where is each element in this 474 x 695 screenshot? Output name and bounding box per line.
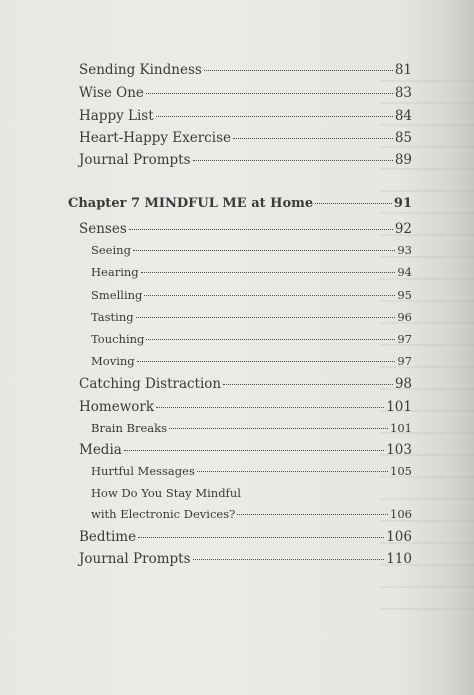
toc-subentry-hurtful-messages <box>91 464 412 478</box>
toc-entry-label: Moving <box>91 354 135 368</box>
leader-dots <box>146 339 395 340</box>
toc-entry-senses <box>79 221 412 237</box>
leader-dots <box>133 250 395 251</box>
chapter-title: Chapter 7 MINDFUL ME at Home <box>68 196 314 211</box>
leader-dots <box>315 203 392 204</box>
toc-page-number: 91 <box>393 196 412 211</box>
leader-dots <box>144 295 395 296</box>
toc-page-number: 103 <box>386 442 412 458</box>
toc-entry-label: Smelling <box>91 288 143 302</box>
toc-entry-label: Catching Distraction <box>79 376 222 392</box>
toc-page-number: 97 <box>397 354 412 368</box>
toc-entry-label-line1: How Do You Stay Mindful <box>91 486 241 500</box>
toc-subentry-hearing <box>91 265 412 279</box>
toc-entry-label: Hearing <box>91 265 139 279</box>
toc-entry-label-line2: with Electronic Devices? <box>91 507 236 521</box>
leader-dots <box>197 471 388 472</box>
leader-dots <box>169 428 388 429</box>
toc-entry-journal-prompts <box>79 152 412 168</box>
toc-page-number: 106 <box>390 507 412 521</box>
leader-dots <box>138 537 384 538</box>
leader-dots <box>124 450 384 451</box>
toc-page-number: 89 <box>394 152 412 168</box>
toc-entry-label: Journal Prompts <box>79 551 191 567</box>
leader-dots <box>129 229 393 230</box>
toc-entry-label: Touching <box>91 332 145 346</box>
toc-subentry-brain-breaks <box>91 421 412 435</box>
toc-entry-label: Sending Kindness <box>79 62 202 78</box>
toc-subentry-electronic-devices <box>91 486 412 521</box>
leader-dots <box>137 361 396 362</box>
toc-entry-media <box>79 442 412 458</box>
toc-entry-line2 <box>91 507 412 521</box>
leader-dots <box>136 317 396 318</box>
leader-dots <box>156 116 393 117</box>
toc-page-number: 94 <box>397 265 412 279</box>
toc-page-number: 81 <box>394 62 412 78</box>
leader-dots <box>141 272 396 273</box>
leader-dots <box>233 138 393 139</box>
chapter-heading <box>68 196 412 211</box>
toc-entry-catching-distraction <box>79 376 412 392</box>
toc-entry-sending-kindness <box>79 62 412 78</box>
toc-entry-label: Journal Prompts <box>79 152 191 168</box>
toc-entry-bedtime <box>79 529 412 545</box>
toc-page-number: 110 <box>386 551 412 567</box>
toc-page-number: 101 <box>386 399 412 415</box>
toc-entry-happy-list <box>79 108 412 124</box>
toc-entry-label: Brain Breaks <box>91 421 168 435</box>
toc-page-number: 95 <box>397 288 412 302</box>
toc-subentry-seeing <box>91 243 412 257</box>
toc-entry-label: Hurtful Messages <box>91 464 195 478</box>
toc-entry-journal-prompts-end <box>79 551 412 567</box>
toc-entry-heart-happy-exercise <box>79 130 412 146</box>
toc-entry-label: Senses <box>79 221 127 237</box>
toc-entry-label: Wise One <box>79 85 144 101</box>
toc-page-number: 97 <box>397 332 412 346</box>
toc-page-number: 101 <box>390 421 412 435</box>
toc-entry-label: Media <box>79 442 122 458</box>
leader-dots <box>156 407 384 408</box>
leader-dots <box>223 384 393 385</box>
toc-page-number: 106 <box>386 529 412 545</box>
toc-page-number: 96 <box>397 310 412 324</box>
toc-page-number: 93 <box>397 243 412 257</box>
toc-page-number: 98 <box>394 376 412 392</box>
toc-entry-label: Seeing <box>91 243 131 257</box>
leader-dots <box>237 514 388 515</box>
toc-entry-label: Homework <box>79 399 155 415</box>
toc-entry-homework <box>79 399 412 415</box>
leader-dots <box>146 93 393 94</box>
toc-entry-wise-one <box>79 85 412 101</box>
leader-dots <box>204 70 393 71</box>
toc-subentry-touching <box>91 332 412 346</box>
toc-entry-label: Bedtime <box>79 529 137 545</box>
toc-page-number: 84 <box>394 108 412 124</box>
toc-entry-label: Tasting <box>91 310 134 324</box>
toc-subentry-tasting <box>91 310 412 324</box>
toc-subentry-smelling <box>91 288 412 302</box>
toc-page-number: 92 <box>394 221 412 237</box>
toc-subentry-moving <box>91 354 412 368</box>
toc-page-number: 105 <box>390 464 412 478</box>
leader-dots <box>193 559 385 560</box>
leader-dots <box>193 160 393 161</box>
toc-page-number: 85 <box>394 130 412 146</box>
toc-page-number: 83 <box>394 85 412 101</box>
toc-entry-label: Happy List <box>79 108 154 124</box>
toc-entry-label: Heart-Happy Exercise <box>79 130 231 146</box>
